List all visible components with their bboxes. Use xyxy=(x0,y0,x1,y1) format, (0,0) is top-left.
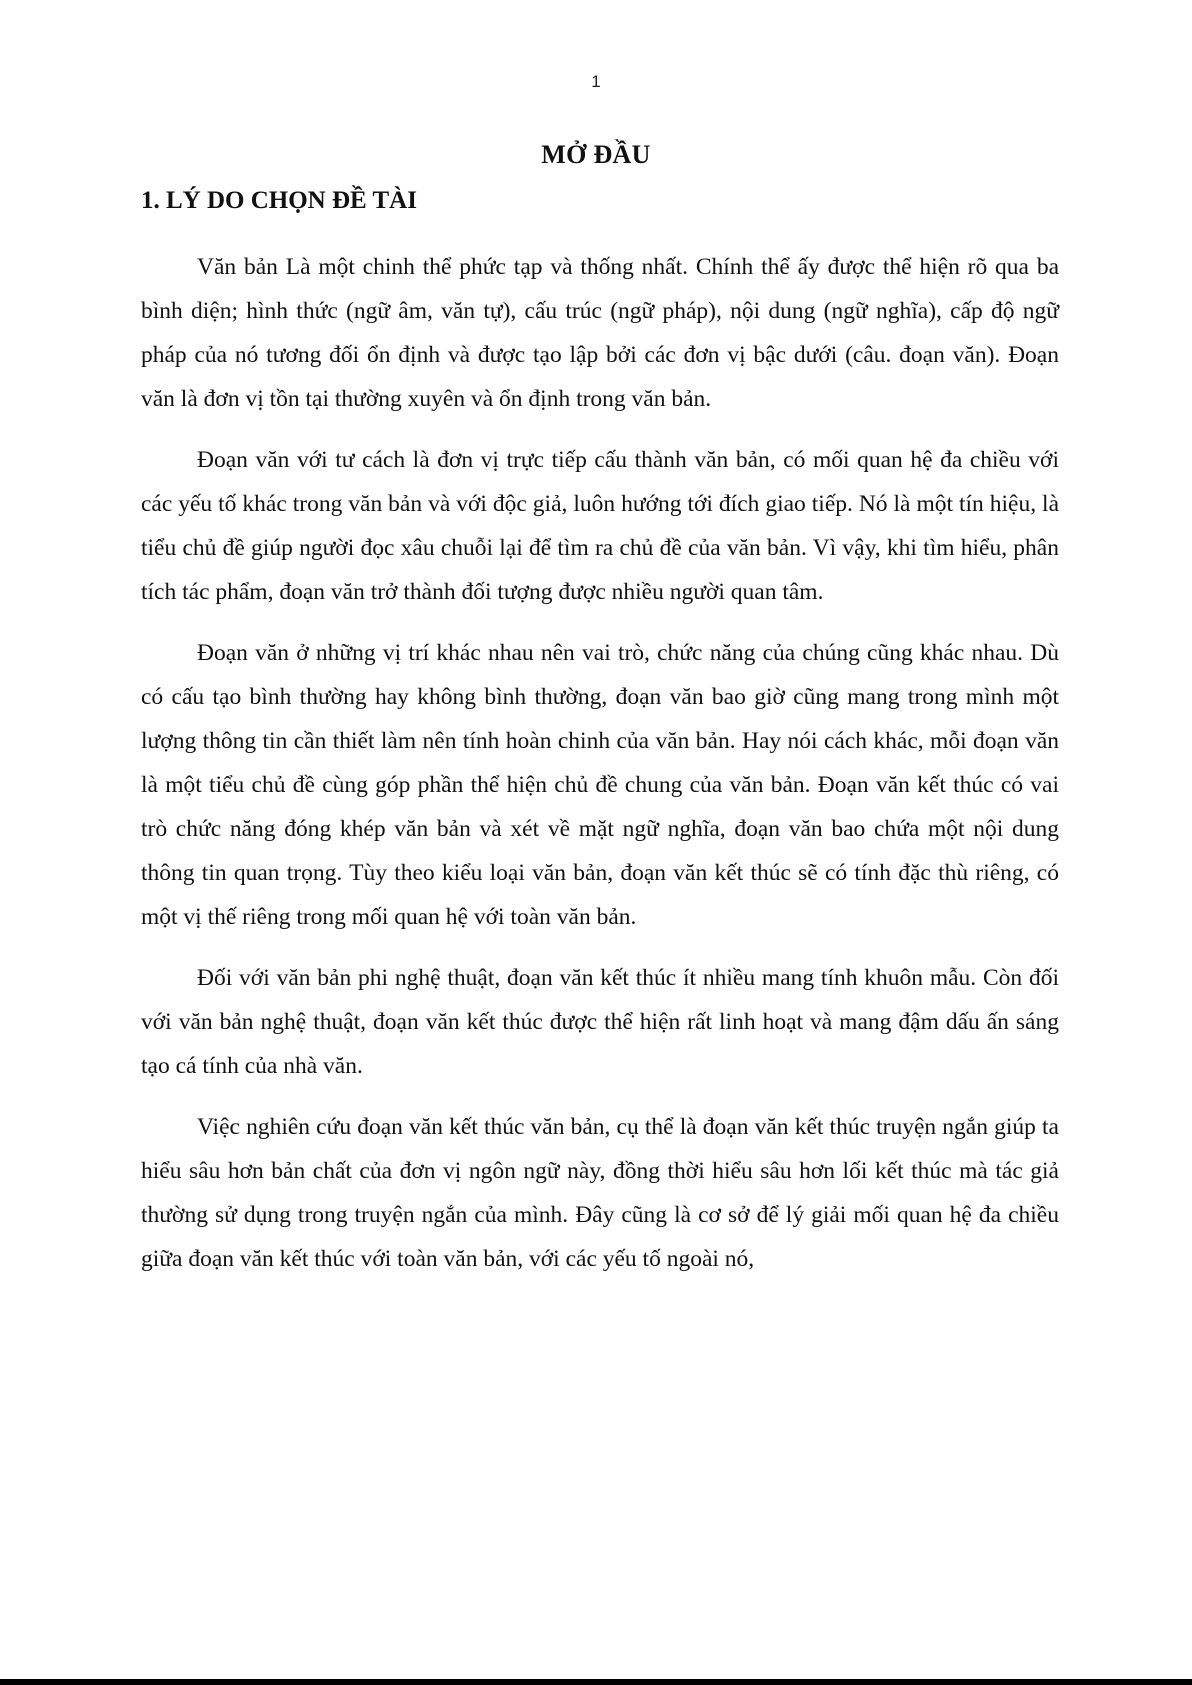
paragraph-4: Đối với văn bản phi nghệ thuật, đoạn văn kết thúc ít nhiều mang tính khuôn mẫu. Còn đối với văn bản nghệ thuật, đoạn văn kết thúc được thể hiện rất linh hoạt và mang đậm dấu ấn sáng tạo cá tính của nhà văn. xyxy=(141,965,1059,1079)
paragraph-3: Đoạn văn ở những vị trí khác nhau nên vai trò, chức năng của chúng cũng khác nhau. Dù có cấu tạo bình thường hay không bình thường, đoạn văn bao giờ cũng mang trong mình một lượng thông tin cần thiết làm nên tính hoàn chinh của văn bản. Hay nói cách khác, mỗi đoạn văn là một tiểu chủ đề cùng góp phần thể hiện chủ đề chung của văn bản. Đoạn văn kết thúc có vai trò chức năng đóng khép văn bản và xét về mặt ngữ nghĩa, đoạn văn bao chứa một nội dung thông tin quan trọng. Tùy theo kiểu loại văn bản, đoạn văn kết thúc sẽ có tính đặc thù riêng, có một vị thế riêng trong mối quan hệ với toàn văn bản. xyxy=(141,640,1059,930)
section-heading: 1. LÝ DO CHỌN ĐỀ TÀI xyxy=(141,187,417,214)
bottom-edge-bar xyxy=(0,1679,1192,1685)
body-text xyxy=(141,245,1059,1298)
paragraph-5: Việc nghiên cứu đoạn văn kết thúc văn bản, cụ thể là đoạn văn kết thúc truyện ngắn giúp ta hiểu sâu hơn bản chất của đơn vị ngôn ngữ này, đồng thời hiểu sâu hơn lối kết thúc mà tác giả thường sử dụng trong truyện ngắn của mình. Đây cũng là cơ sở để lý giải mối quan hệ đa chiều giữa đoạn văn kết thúc với toàn văn bản, với các yếu tố ngoài nó, xyxy=(141,1114,1059,1272)
paragraph-1: Văn bản Là một chinh thể phức tạp và thống nhất. Chính thể ấy được thể hiện rõ qua ba bình diện; hình thức (ngữ âm, văn tự), cấu trúc (ngữ pháp), nội dung (ngữ nghĩa), cấp độ ngữ pháp của nó tương đối ổn định và được tạo lập bởi các đơn vị bậc dưới (câu. đoạn văn). Đoạn văn là đơn vị tồn tại thường xuyên và ổn định trong văn bản. xyxy=(141,254,1059,412)
page-number: 1 xyxy=(591,72,601,91)
chapter-title: MỞ ĐẦU xyxy=(541,140,651,169)
paragraph-2: Đoạn văn với tư cách là đơn vị trực tiếp cấu thành văn bản, có mối quan hệ đa chiều với các yếu tố khác trong văn bản và với độc giả, luôn hướng tới đích giao tiếp. Nó là một tín hiệu, là tiểu chủ đề giúp người đọc xâu chuỗi lại để tìm ra chủ đề của văn bản. Vì vậy, khi tìm hiểu, phân tích tác phẩm, đoạn văn trở thành đối tượng được nhiều người quan tâm. xyxy=(141,447,1059,605)
